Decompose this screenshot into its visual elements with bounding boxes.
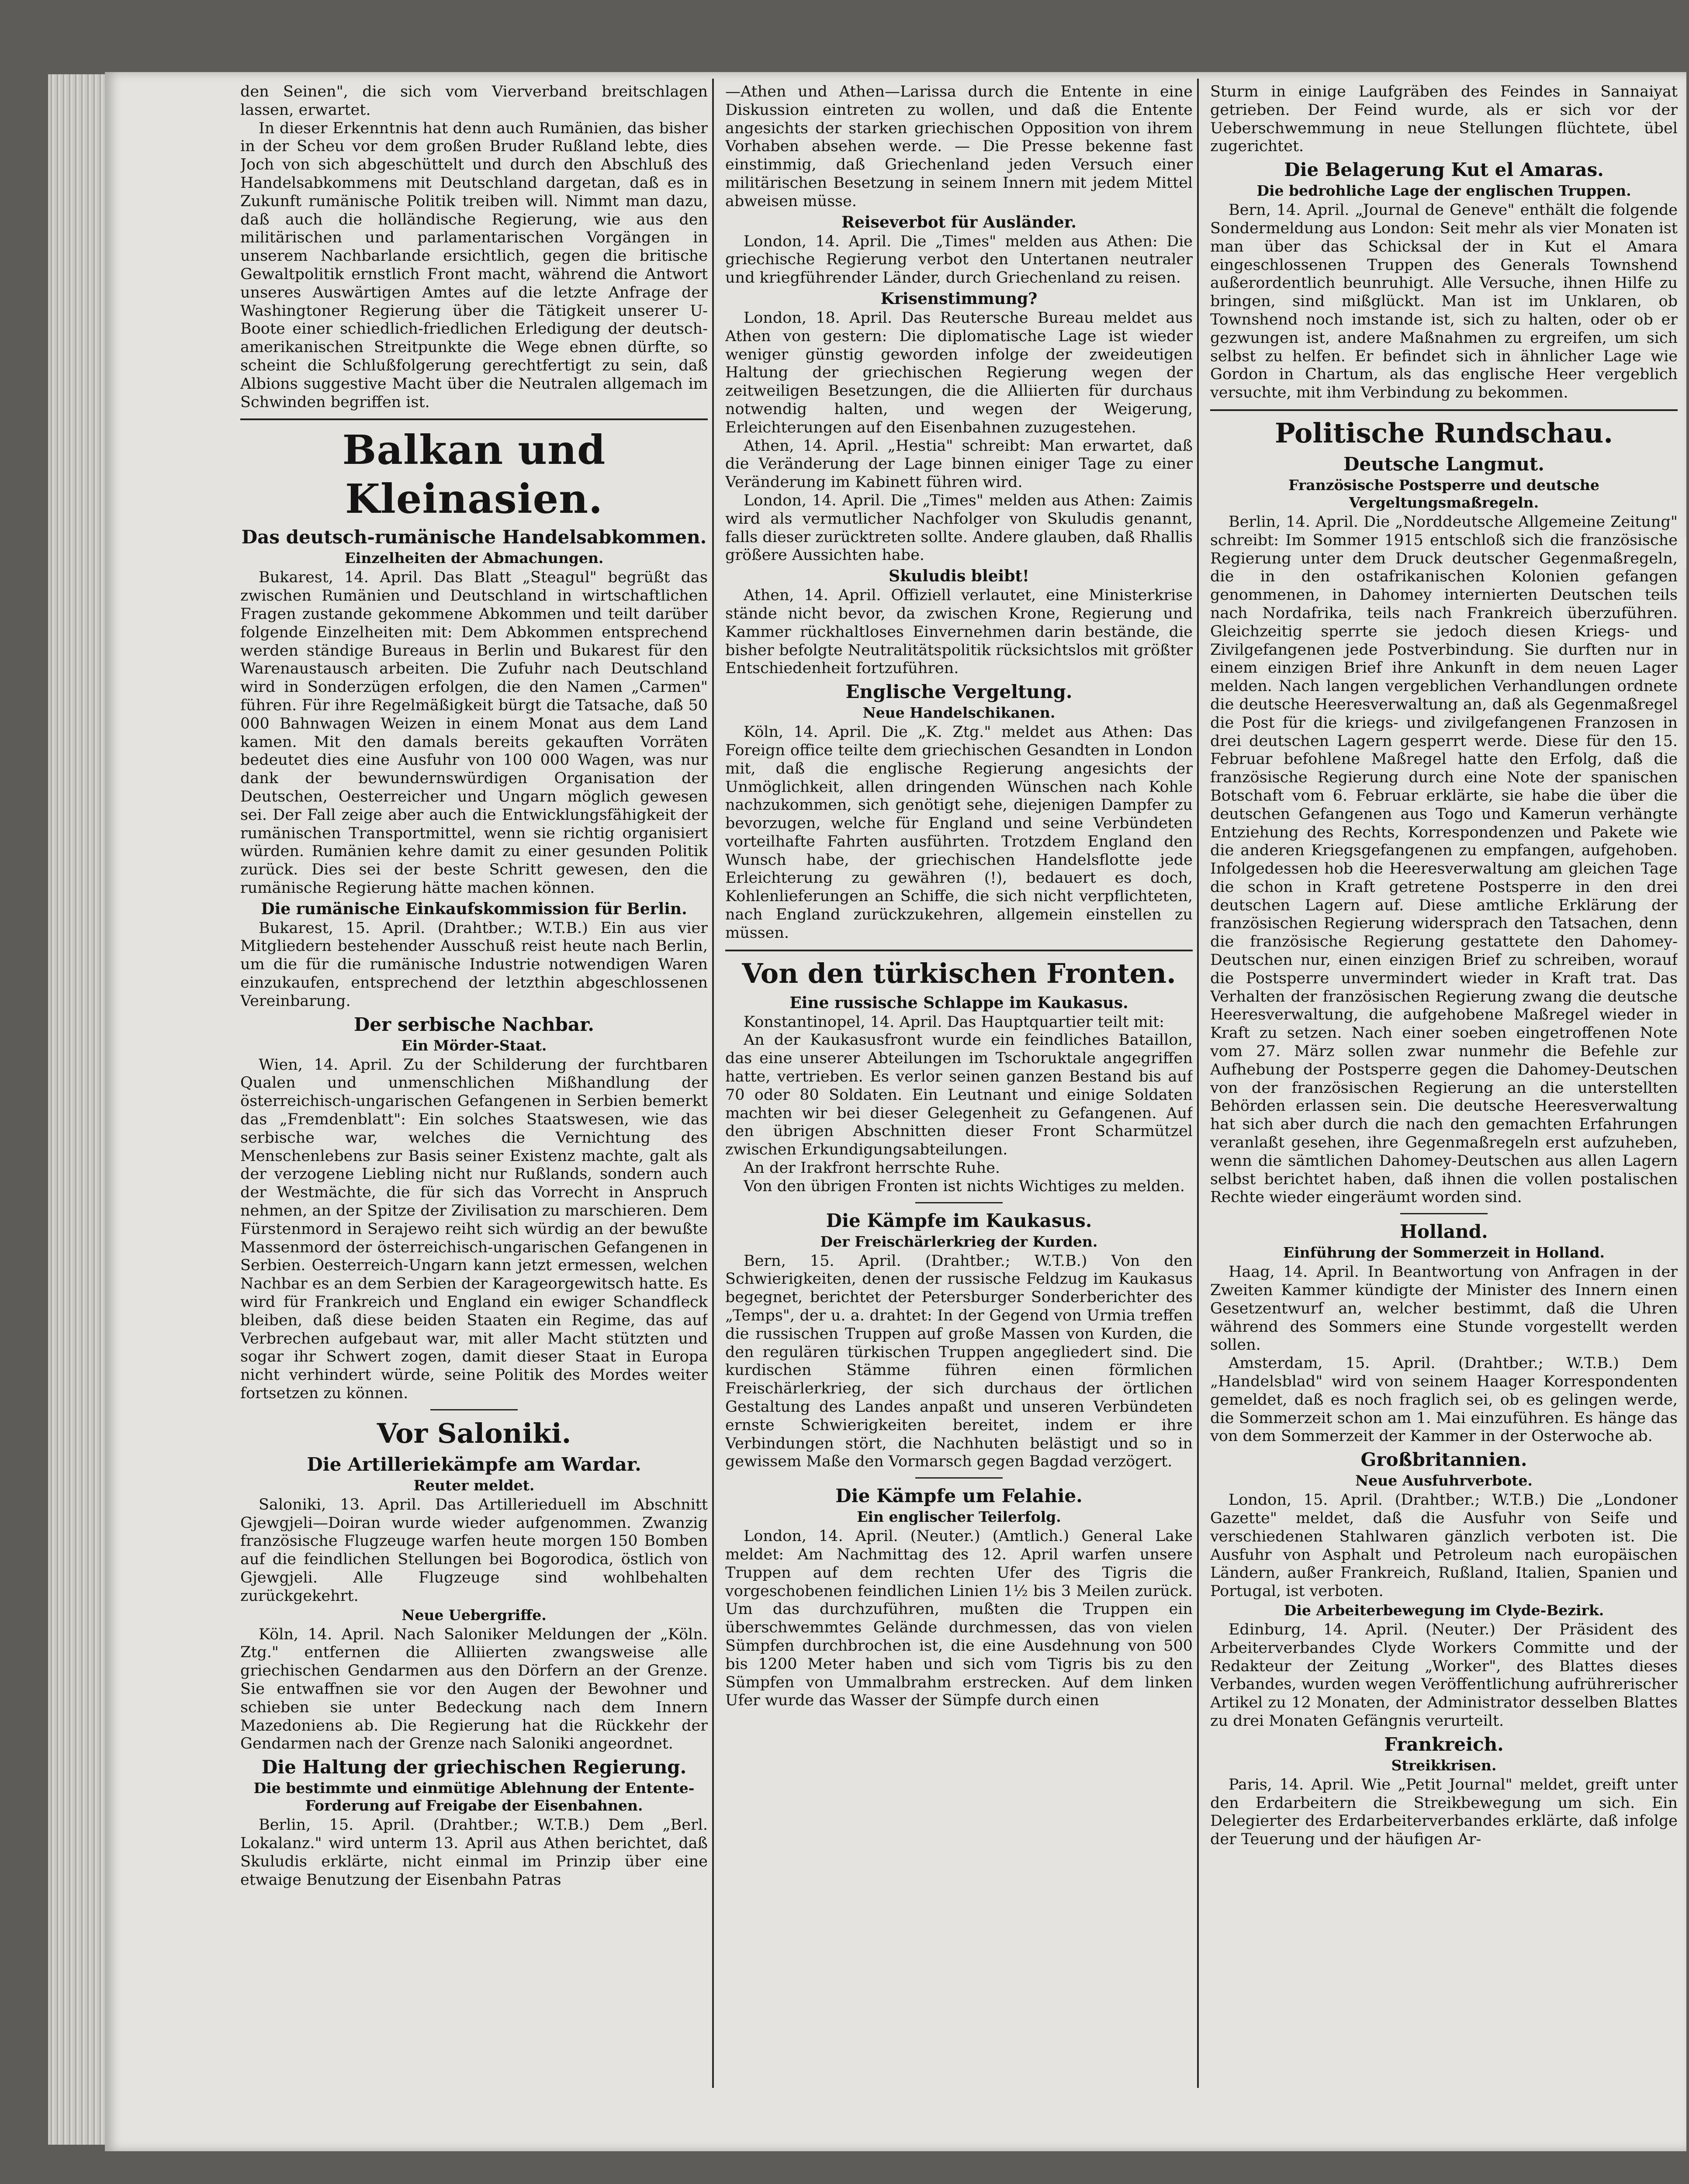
section-title: Balkan und Kleinasien. [342, 426, 606, 523]
article-heading: Frankreich. [1384, 1733, 1504, 1755]
paragraph: London, 18. April. Das Reutersche Bureau meldet aus Athen von gestern: Die diplomatische Lage ist wieder weniger günstig geworden infolge der zweideutigen Haltung der griechischen Regierung wegen der zeitweiligen Besetzungen, die die Alliierten für durchaus notwendig halten, und wegen der Weigerung, Erleichterungen auf den Eisenbahnen zuzugestehen. [725, 309, 1193, 436]
article-heading: Das deutsch-rumänische Handelsabkommen. [241, 526, 707, 548]
article-heading: Reiseverbot für Ausländer. [841, 213, 1076, 232]
paragraph: An der Irakfront herrschte Ruhe. [744, 1159, 1000, 1177]
paragraph: An der Kaukasusfront wurde ein feindliches Bataillon, das eine unserer Abteilungen im Tschoruktale angegriffen hatte, vertrieben. Es verlor seinen ganzen Bestand bis auf 70 oder 80 Soldaten. Ein Leutnant und einige Soldaten machten wir bei dieser Gelegenheit zu Gefangenen. Auf den übrigen Abschnitten dieser Front Scharmützel zwischen Erkundigungsabteilungen. [725, 1031, 1193, 1159]
divider [1400, 1213, 1488, 1214]
paragraph: Athen, 14. April. „Hestia" schreibt: Man erwartet, daß die Veränderung der Lage binnen einiger Tage zu einer Veränderung im Kabinett führen wird. [725, 437, 1193, 491]
article-heading: Der serbische Nachbar. [354, 1013, 594, 1035]
paragraph: London, 14. April. Die „Times" melden aus Athen: Die griechische Regierung verbot den Untertanen neutraler und kriegführender Länder, durch Griechenland zu reisen. [725, 232, 1193, 287]
paragraph: In dieser Erkenntnis hat denn auch Rumänien, das bisher in der Scheu vor dem großen Bruder Rußland lebte, dies Joch von sich abgeschüttelt und durch den Abschluß des Handelsabkommens mit Deutschland dargetan, daß es in Zukunft rumänische Politik treiben will. Nimmt man dazu, daß auch die holländische Regierung, wie aus den militärischen und parlamentarischen Vorgängen in unserem Nachbarlande ersichtlich, gegen die britische Gewaltpolitik ernstlich Front macht, während die Antwort unseres Auswärtigen Amtes auf die letzte Anfrage der Washingtoner Regierung über die Tätigkeit unserer U-Boote einer schiedlich-friedlichen Erledigung der deutsch-amerikanischen Streitpunkte die Wege ebnen dürfte, so scheint die Schlußfolgerung gerechtfertigt zu sein, daß Albions suggestive Macht über die Neutralen allgemach im Schwinden begriffen ist. [240, 119, 708, 411]
paragraph: Bern, 14. April. „Journal de Geneve" enthält die folgende Sondermeldung aus London: Seit mehr als vier Monaten ist man über das Schicksal der in Kut el Amara eingeschlossenen Truppen des Generals Townshend außerordentlich beunruhigt. Alle Versuche, ihnen Hilfe zu bringen, sind mißglückt. Man ist im Unklaren, ob Townshend noch imstande ist, sich zu halten, oder ob er gezwungen ist, andere Maßnahmen zu ergreifen, um sich selbst zu helfen. Er befindet sich in ähnlicher Lage wie Gordon in Chartum, als das englische Heer vergeblich versuchte, mit ihm Verbindung zu bekommen. [1210, 201, 1678, 402]
article-subheading: Die bestimmte und einmütige Ablehnung der Entente-Forderung auf Freigabe der Eisenbahnen. [253, 1780, 695, 1814]
article-heading: Die Artilleriekämpfe am Wardar. [307, 1453, 641, 1475]
article-heading: Englische Vergeltung. [845, 681, 1073, 703]
article-heading: Die Kämpfe im Kaukasus. [826, 1209, 1092, 1231]
article-subheading: Neue Handelschikanen. [862, 704, 1056, 722]
paragraph: Köln, 14. April. Nach Saloniker Meldungen der „Köln. Ztg." entfernen die Alliierten zwangsweise alle griechischen Gendarmen aus den Dörfern an der Grenze. Sie entwaffnen sie vor den Augen der Bewohner und schieben sie unter Bedeckung nach dem Innern Mazedoniens ab. Die Regierung hat die Rückkehr der Gendarmen nach der Grenze nach Saloniki angeordnet. [240, 1625, 708, 1753]
book-edge [48, 74, 109, 2145]
divider [1210, 409, 1678, 411]
column-3 [1210, 83, 1678, 2075]
column-rule [1197, 79, 1199, 2088]
paragraph: London, 14. April. Die „Times" melden aus Athen: Zaimis wird als vermutlicher Nachfolger von Skuludis genannt, falls dieser zurücktreten sollte. Andere glauben, daß Rhallis größere Aussichten habe. [725, 491, 1193, 564]
section-title: Politische Rundschau. [1275, 417, 1613, 449]
paragraph: London, 15. April. (Drahtber.; W.T.B.) Die „Londoner Gazette" meldet, daß die Ausfuhr von Seife und verschiedenen Stahlwaren gänzlich verboten ist. Die Ausfuhr von Asphalt und Petroleum nach europäischen Ländern, außer Frankreich, Rußland, Italien, Spanien und Portugal, ist verboten. [1210, 1491, 1678, 1600]
divider [725, 950, 1193, 951]
divider [240, 418, 708, 420]
article-subheading: Ein englischer Teilerfolg. [857, 1508, 1061, 1526]
paragraph: Sturm in einige Laufgräben des Feindes in Sannaiyat getrieben. Der Feind wurde, als er sich vor der Ueberschwemmung in neue Stellungen flüchtete, übel zugerichtet. [1210, 83, 1678, 156]
article-heading: Krisenstimmung? [880, 289, 1038, 308]
divider [430, 1409, 518, 1410]
paragraph: Edinburg, 14. April. (Neuter.) Der Präsident des Arbeiterverbandes Clyde Workers Committe und der Redakteur der Zeitung „Worker", des Blattes dieses Verbandes, wurden wegen Veröffentlichung aufrührerischer Artikel zu 12 Monaten, der Administrator desselben Blattes zu drei Monaten Gefängnis verurteilt. [1210, 1621, 1678, 1730]
article-subheading: Französische Postsperre und deutsche Vergeltungsmaßregeln. [1288, 476, 1599, 511]
column-2 [725, 83, 1193, 2075]
paragraph: London, 14. April. (Neuter.) (Amtlich.) General Lake meldet: Am Nachmittag des 12. April warfen unsere Truppen auf dem rechten Ufer des Tigris die vorgeschobenen feindlichen Linien 1½ bis 3 Meilen zurück. Um das durchzuführen, mußten die Truppen ein überschwemmtes Gelände durchmessen, das von vielen Sümpfen durchbrochen ist, die eine Ausdehnung von 500 bis 1200 Meter haben und sich vom Tigris bis zu den Sümpfen von Ummalbrahm erstrecken. Auf dem linken Ufer wurde das Wasser der Sümpfe durch einen [725, 1527, 1193, 1710]
paragraph: —Athen und Athen—Larissa durch die Entente in eine Diskussion eintreten zu wollen, und daß die Entente angesichts der starken griechischen Opposition von ihrem Vorhaben absehen werde. — Die Presse bekenne fast einstimmig, daß Griechenland jeden Versuch einer militärischen Besetzung in seinem Innern mit jedem Mittel abweisen müsse. [725, 83, 1193, 210]
divider [915, 1202, 1003, 1203]
paragraph: Köln, 14. April. Die „K. Ztg." meldet aus Athen: Das Foreign office teilte dem griechischen Gesandten in London mit, daß die englische Regierung angesichts der Unmöglichkeit, allen dringenden Wünschen nach Kohle nachzukommen, sich genötigt sehe, diejenigen Dampfer zu bevorzugen, welche für England und seine Verbündeten vorteilhafte Fahrten ausführten. Trotzdem England den Wunsch habe, der griechischen Handelsflotte jede Erleichterung zu gewähren (!), bedauert es doch, Kohlenlieferungen an Schiffe, die sich nicht verpflichteten, nach England zurückzukehren, allgemein einstellen zu müssen. [725, 723, 1193, 942]
article-subheading: Reuter meldet. [413, 1476, 535, 1494]
paragraph: Wien, 14. April. Zu der Schilderung der furchtbaren Qualen und unmenschlichen Mißhandlung der österreichisch-ungarischen Gefangenen in Serbien bemerkt das „Fremdenblatt": Ein solches Staatswesen, wie das serbische war, welches die Vernichtung des Menschenlebens zur Basis seiner Existenz machte, galt als der verzogene Liebling nicht nur Rußlands, sondern auch der Westmächte, die für sich das Vorrecht in Anspruch nehmen, an der Spitze der Zivilisation zu marschieren. Dem Fürstenmord in Serajewo reiht sich würdig an der bewußte Massenmord der österreichisch-ungarischen Gefangenen in Serbien. Oesterreich-Ungarn kann jetzt ermessen, welchen Nachbar es an dem Serbien der Karageorgewitsch hatte. Es wird für Frankreich und England ein ewiger Schandfleck bleiben, daß diese beiden Staaten ein Regime, das auf Verbrechen aufgebaut war, mit aller Macht stützten und sogar ihr Schwert zogen, damit dieser Staat in Europa nicht verhindert würde, seine Politik des Mordes weiter fortsetzen zu können. [240, 1056, 708, 1403]
article-heading: Großbritannien. [1360, 1449, 1527, 1471]
article-subheading: Neue Ausfuhrverbote. [1355, 1472, 1533, 1489]
article-subheading: Einführung der Sommerzeit in Holland. [1283, 1244, 1605, 1261]
paragraph: Bern, 15. April. (Drahtber.; W.T.B.) Von den Schwierigkeiten, denen der russische Feldzug im Kaukasus begegnet, berichtet der Petersburger Sonderberichter des „Temps", der u. a. drahtet: In der Gegend von Urmia treffen die russischen Truppen auf große Massen von Kurden, die den regulären türkischen Truppen angegliedert sind. Die kurdischen Stämme führen einen förmlichen Freischärlerkrieg, der sich durchaus der örtlichen Gestaltung des Landes anpaßt und unseren Verbündeten ernste Schwierigkeiten bereitet, indem er ihre Verbindungen stört, die Nachhuten belästigt und so in gewissem Maße den Vormarsch gegen Bagdad verzögert. [725, 1252, 1193, 1471]
divider [915, 1477, 1003, 1479]
article-subheading: Die Arbeiterbewegung im Clyde-Bezirk. [1284, 1601, 1604, 1619]
paragraph: Athen, 14. April. Offiziell verlautet, eine Ministerkrise stände nicht bevor, da zwischen Krone, Regierung und Kammer rückhaltloses Einvernehmen darin bestände, die bisher befolgte Neutralitätspolitik rücksichtslos mit größter Entschiedenheit fortzuführen. [725, 587, 1193, 677]
column-rule [712, 79, 714, 2088]
article-heading: Deutsche Langmut. [1343, 453, 1544, 475]
article-subheading: Die bedrohliche Lage der englischen Truppen. [1256, 182, 1631, 200]
article-heading: Eine russische Schlappe im Kaukasus. [789, 993, 1128, 1012]
article-subheading: Einzelheiten der Abmachungen. [344, 549, 604, 567]
article-heading: Holland. [1400, 1221, 1488, 1243]
article-heading: Skuludis bleibt! [889, 567, 1029, 586]
article-heading: Die Belagerung Kut el Amaras. [1284, 159, 1604, 181]
article-subheading: Der Freischärlerkrieg der Kurden. [820, 1233, 1098, 1250]
paragraph: Bukarest, 14. April. Das Blatt „Steagul" begrüßt das zwischen Rumänien und Deutschland in wirtschaftlichen Fragen zustande gekommene Abkommen und teilt darüber folgende Einzelheiten mit: Dem Abkommen entsprechend werden ständige Bureaus in Berlin und Bukarest für den Warenaustausch arbeiten. Die Zufuhr nach Deutschland wird in Sonderzügen erfolgen, die den Namen „Carmen" führen. Für ihre Regelmäßigkeit bürgt die Tatsache, daß 50 000 Bahnwagen Weizen in einem Monat aus dem Land kamen. Mit den damals bereits gekauften Vorräten bedeutet dies eine Ausfuhr von 100 000 Wagen, was nur dank der bewundernswürdigen Organisation der Deutschen, Oesterreicher und Ungarn möglich gewesen sei. Der Fall zeige aber auch die Entwicklungsfähigkeit der rumänischen Transportmittel, wenn sie richtig organisiert würden. Rumänien kehre damit zu einer gesunden Politik zurück. Dies sei der beste Schritt gewesen, den die rumänische Regierung hätte machen können. [240, 569, 708, 897]
article-heading: Die rumänische Einkaufskommission für Berlin. [261, 899, 687, 918]
paragraph: Haag, 14. April. In Beantwortung von Anfragen in der Zweiten Kammer kündigte der Minister des Innern einen Gesetzentwurf an, welcher bestimmt, daß die Uhren während des Sommers eine Stunde vorgestellt werden sollen. [1210, 1263, 1678, 1354]
article-subheading: Neue Uebergriffe. [401, 1606, 547, 1624]
paragraph: Konstantinopel, 14. April. Das Hauptquartier teilt mit: [744, 1013, 1164, 1031]
article-subheading: Streikkrisen. [1391, 1756, 1497, 1774]
paragraph: Von den übrigen Fronten ist nichts Wichtiges zu melden. [744, 1177, 1185, 1195]
paragraph: Paris, 14. April. Wie „Petit Journal" meldet, greift unter den Erdarbeitern die Streikbewegung um sich. Ein Delegierter des Erdarbeiterverbandes erklärte, daß infolge der Teuerung und der häufigen Ar- [1210, 1776, 1678, 1849]
column-1 [240, 83, 708, 2075]
section-title: Vor Saloniki. [377, 1417, 571, 1449]
paragraph: Berlin, 15. April. (Drahtber.; W.T.B.) Dem „Berl. Lokalanz." wird unterm 13. April aus Athen berichtet, daß Skuludis erklärte, nicht einmal im Prinzip über eine etwaige Benutzung der Eisenbahn Patras [240, 1816, 708, 1889]
section-title: Von den türkischen Fronten. [742, 957, 1176, 989]
paragraph: Berlin, 14. April. Die „Norddeutsche Allgemeine Zeitung" schreibt: Im Sommer 1915 entschloß sich die französische Regierung unter dem Druck deutscher Gegenmaßregeln, die in den ostafrikanischen Kolonien gefangen genommenen, in Dahomey internierten Deutschen teils nach Nordafrika, teils nach Frankreich überzuführen. Gleichzeitig sperrte sie jedoch diesen Kriegs- und Zivilgefangenen jede Postverbindung. Sie durften nur in einem einzigen Brief ihre Ankunft in dem neuen Lager melden. Nach langen vergeblichen Verhandlungen ordnete die deutsche Heeresverwaltung an, daß als Gegenmaßregel die Post für die kriegs- und zivilgefangenen Franzosen in drei deutschen Lagern gesperrt werde. Diese für den 15. Februar befohlene Maßregel hatte den Erfolg, daß die französische Regierung durch eine Note der spanischen Botschaft vom 6. Februar erklärte, sie habe die über die deutschen Gefangenen aus Togo und Kamerun verhängte Entziehung des Rechts, Korrespondenzen und Pakete wie die anderen Kriegsgefangenen zu empfangen, aufgehoben. Infolgedessen hob die Heeresverwaltung am gleichen Tage die schon in Kraft getretene Postsperre in den drei deutschen Lagern auf. Diese amtliche Erklärung der französischen Regierung widersprach den Tatsachen, denn die französische Regierung gestattete den Dahomey-Deutschen nur, einen einzigen Brief zu schreiben, worauf die Postsperre unvermindert wieder in Kraft trat. Das Verhalten der französischen Regierung zwang die deutsche Heeresverwaltung, die aufgehobene Maßregel wieder in Kraft zu setzen. Nach einer soeben eingetroffenen Note vom 27. März sollen zwar nunmehr die Befehle zur Aufhebung der Postsperre gegen die Dahomey-Deutschen von der französischen Regierung an die unterstellten Behörden erlassen sein. Die deutsche Heeresverwaltung hat sich aber durch die nach den gemachten Erfahrungen veranlaßt gesehen, ihre Gegenmaßregeln erst aufzuheben, wenn die sämtlichen Dahomey-Deutschen aus allen Lagern selbst berichtet haben, daß ihnen die vollen postalischen Rechte wieder eingeräumt worden sind. [1210, 513, 1678, 1206]
paragraph: den Seinen", die sich vom Vierverband breitschlagen lassen, erwartet. [240, 83, 708, 119]
article-heading: Die Haltung der griechischen Regierung. [261, 1756, 687, 1778]
article-subheading: Ein Mörder-Staat. [401, 1037, 547, 1054]
paragraph: Saloniki, 13. April. Das Artillerieduell im Abschnitt Gjewgjeli—Doiran wurde wieder aufgenommen. Zwanzig französische Flugzeuge warfen heute morgen 150 Bomben auf die feindlichen Stellungen bei Bogorodica, östlich von Gjewgjeli. Alle Flugzeuge sind wohlbehalten zurückgekehrt. [240, 1496, 708, 1605]
paragraph: Amsterdam, 15. April. (Drahtber.; W.T.B.) Dem „Handelsblad" wird von seinem Haager Korrespondenten gemeldet, daß es noch fraglich sei, ob es gelingen werde, die Sommerzeit schon am 1. Mai einzuführen. Es hänge das von dem Sommerzeit der Kammer in der Osterwoche ab. [1210, 1355, 1678, 1445]
article-heading: Die Kämpfe um Felahie. [835, 1485, 1083, 1507]
paragraph: Bukarest, 15. April. (Drahtber.; W.T.B.) Ein aus vier Mitgliedern bestehender Ausschuß reist heute nach Berlin, um die für die rumänische Industrie notwendigen Waren einzukaufen, entsprechend der letzthin abgeschlossenen Vereinbarung. [240, 919, 708, 1010]
